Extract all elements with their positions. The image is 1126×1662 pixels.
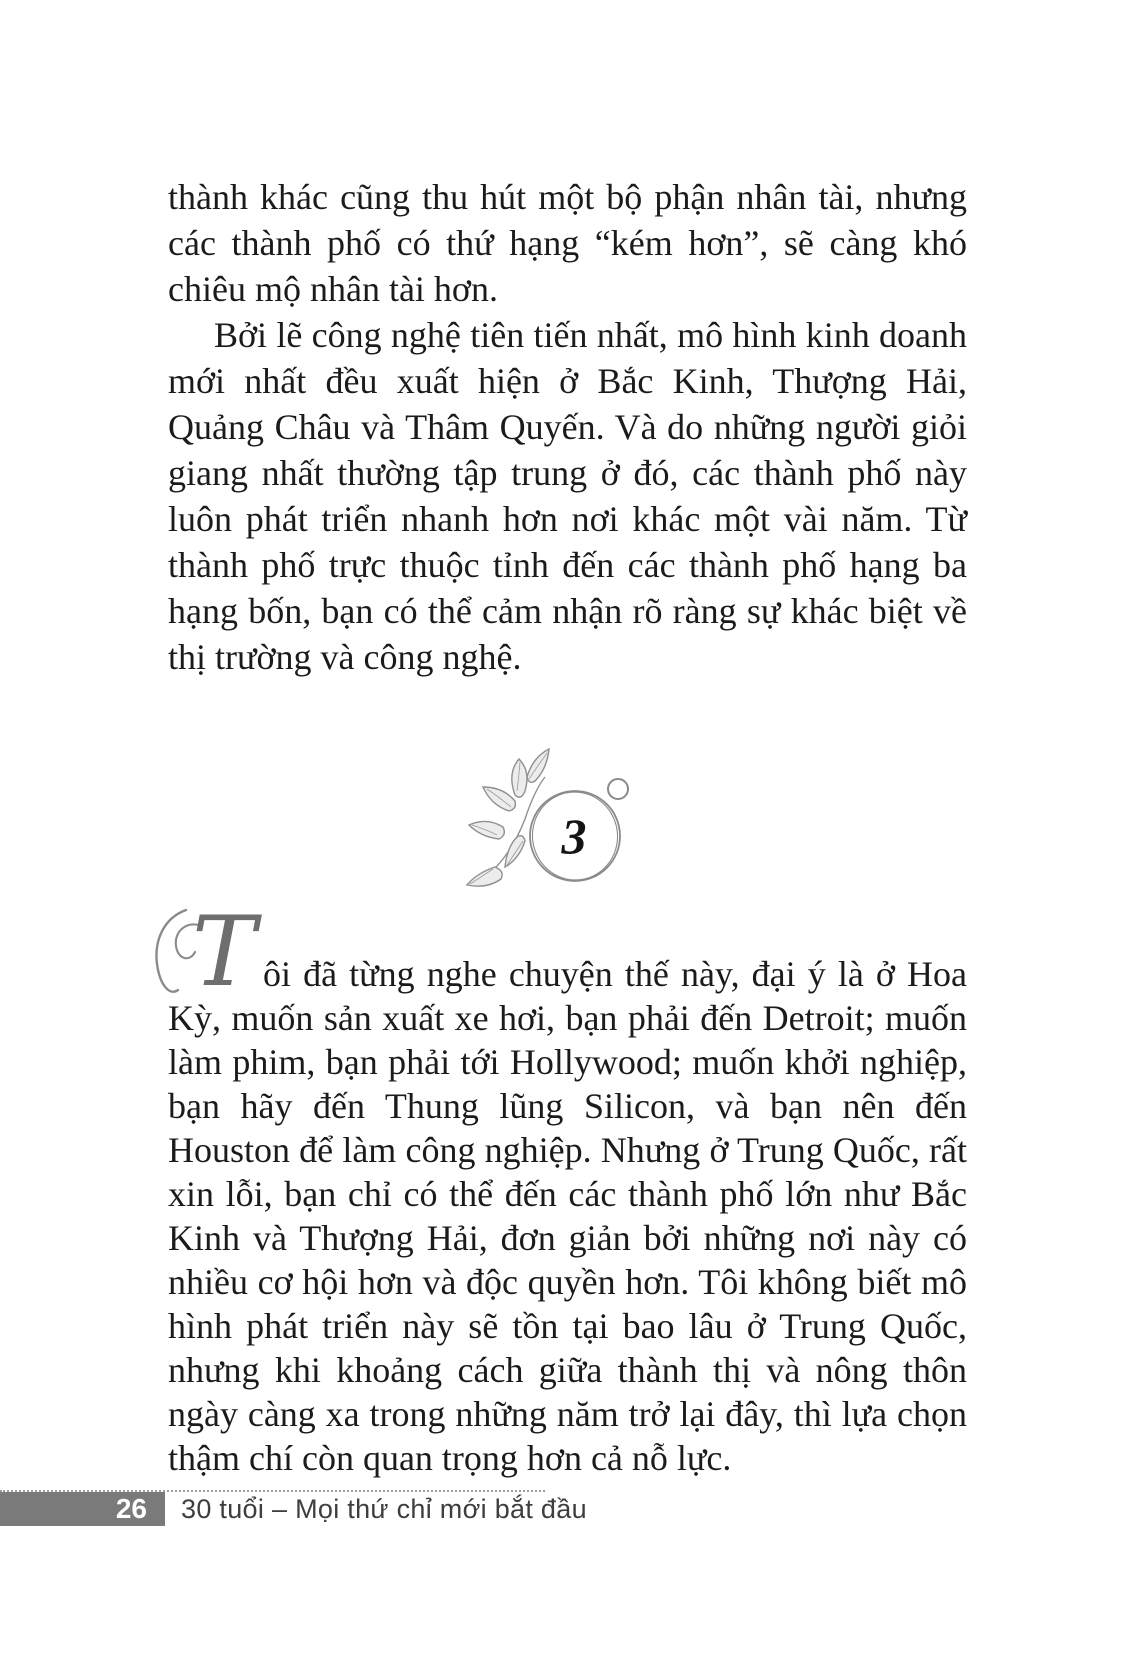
section-number: 3: [561, 808, 587, 864]
paragraph-3: [168, 896, 967, 1480]
page-number-badge: [0, 1492, 165, 1526]
running-footer-book-title: 30 tuổi – Mọi thứ chỉ mới bắt đầu: [181, 1494, 587, 1524]
initial-letter: T: [192, 896, 257, 1008]
ornament-dot-icon: [608, 779, 628, 799]
paragraph-3-text: ôi đã từng nghe chuyện thế này, đại ý là ở Hoa Kỳ, muốn sản xuất xe hơi, bạn phải đến Detroit; muốn làm phim, bạn phải tới Hollywood; muốn khởi nghiệp, bạn hãy đến Thung lũng Silicon, và bạn nên đến Houston để làm công nghiệp. Nhưng ở Trung Quốc, rất xin lỗi, bạn chỉ có thể đến các thành phố lớn như Bắc Kinh và Thượng Hải, đơn giản bởi những nơi này có nhiều cơ hội hơn và độc quyền hơn. Tôi không biết mô hình phát triển này sẽ tồn tại bao lâu ở Trung Quốc, nhưng khi khoảng cách giữa thành thị và nông thôn ngày càng xa trong những năm trở lại đây, thì lựa chọn thậm chí còn quan trọng hơn cả nỗ lực.: [168, 954, 967, 1478]
paragraph-2: Bởi lẽ công nghệ tiên tiến nhất, mô hình kinh doanh mới nhất đều xuất hiện ở Bắc Kinh, Thượng Hải, Quảng Châu và Thâm Quyến. Và do những người giỏi giang nhất thường tập trung ở đó, các thành phố này luôn phát triển nhanh hơn nơi khác một vài năm. Từ thành phố trực thuộc tỉnh đến các thành phố hạng ba hạng bốn, bạn có thể cảm nhận rõ ràng sự khác biệt về thị trường và công nghệ.: [168, 315, 967, 677]
page-body: [168, 174, 967, 1480]
section-divider: [168, 742, 967, 912]
section-ornament-icon: [465, 738, 635, 908]
initial-spacer: [168, 952, 263, 996]
paragraph-continuation: thành khác cũng thu hút một bộ phận nhân tài, nhưng các thành phố có thứ hạng “kém hơn”, sẽ càng khó chiêu mộ nhân tài hơn.: [168, 177, 967, 309]
page-number: 26: [115, 1493, 147, 1524]
